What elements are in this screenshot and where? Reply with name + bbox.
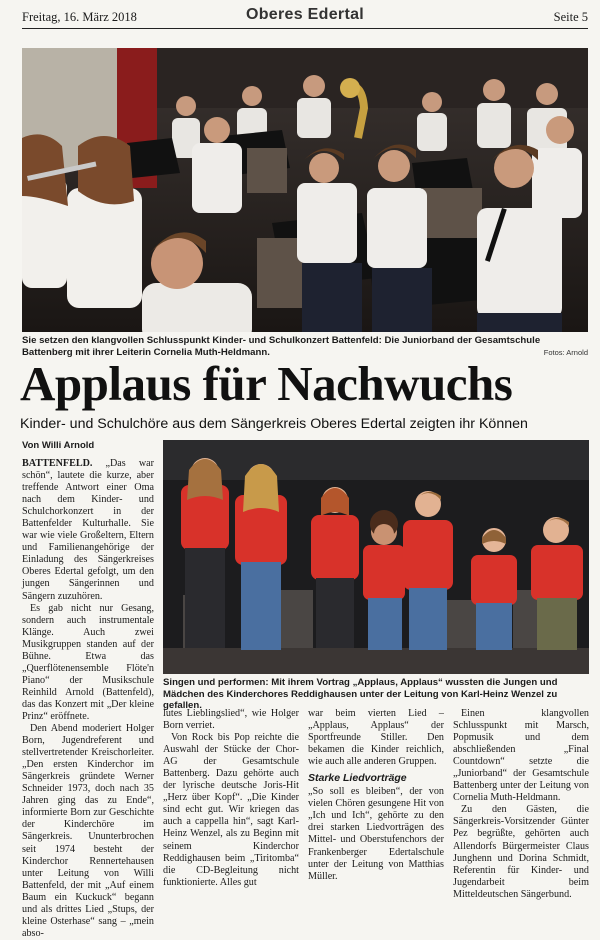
- article-paragraph: „So soll es bleiben“, der von vielen Chören gesungene Hit von „Ich und Ich“, gehörte zu den drei starken Liedvorträgen des Mittel- und Oberstufenchors der Frankenberger Edertalschule unter der Leitung von Matthias Müller.: [308, 786, 444, 882]
- article-subheading: Starke Liedvorträge: [308, 772, 407, 785]
- article-column-1: [22, 458, 154, 940]
- article-paragraph: lutes Lieblingslied“, wie Holger Born verriet.: [163, 708, 299, 732]
- choir-photo: [163, 440, 589, 674]
- article-paragraph: Einen klangvollen Schlusspunkt mit Marsch, Popmusik und dem abschließenden „Final Countdown“ setzte die „Juniorband“ der Gesamtschule Battenberg unter der Leitung von Cornelia Muth-Heldmann.: [453, 708, 589, 804]
- band-photo-caption: Sie setzen den klangvollen Schlusspunkt Kinder- und Schulkonzert Battenfeld: Die Juniorband der Gesamtschule Battenberg mit ihrer Leiterin Cornelia Muth-Heldmann.: [22, 335, 541, 358]
- article-column-2: [163, 708, 299, 889]
- article-byline: Von Willi Arnold: [22, 440, 95, 451]
- choir-photo-caption: Singen und performen: Mit ihrem Vortrag „Applaus, Applaus“ wussten die Jungen und Mädchen des Kinderchores Reddighausen unter der Leitung von Karl-Heinz Wenzel zu gefallen.: [163, 677, 558, 711]
- article-paragraph: BATTENFELD. „Das war schön“, lautete die kurze, aber treffende Antwort einer Oma nach dem Kinder- und Schulchorkonzert in der Battenfelder Kulturhalle. Sie war wie viele Großeltern, Eltern und Familienangehörige der Einladung des Sängerkreises Oberes Edertal gefolgt, um den jungen Sängerinnen und Sängern zuzuhören.: [22, 458, 154, 602]
- page-header: [22, 6, 588, 29]
- dateline: BATTENFELD.: [22, 458, 93, 469]
- article-paragraph: Es gab nicht nur Gesang, sondern auch instrumentale Klänge. Auch zwei Musikgruppen standen auf der Bühne. Etwa das „Querflötenensemble Flöte'n Piano“ der Musikschule Reinhild Arnold (Battenfeld), das das Konzert mit „Der kleine Prinz“ eröffnete.: [22, 602, 154, 722]
- article-headline: Applaus für Nachwuchs: [20, 356, 513, 411]
- section-title: Oberes Edertal: [245, 6, 365, 23]
- article-paragraph: Den Abend moderiert Holger Born, Jugendreferent und stellvertretender Kreischorleiter. „Den ersten Kinderchor im Sängerkreis gründete Werner Schneider 1973, doch nach 35 Jahren ging das zu Ende“, informierte Born zur Geschichte der Kinderchöre im Sängerkreis. Ununterbrochen seit 1974 besteht der Kinderchor Rennertehausen unter Leitung von Willi Battenfeld, der mit „Auf einem Baum ein Kuckuck“ begann und als drittes Lied „Stups, der kleine Osterhase“ sang – „mein abso-: [22, 723, 154, 939]
- article-column-4: [453, 708, 589, 901]
- page-number: Seite 5: [553, 10, 588, 24]
- issue-date: Freitag, 16. März 2018: [22, 10, 137, 24]
- article-paragraph: war beim vierten Lied – „Applaus, Applaus“ der Sportfreunde Stiller. Den bekamen die Kinder reichlich, wie auch alle anderen Gruppen.: [308, 708, 444, 768]
- article-subheadline: Kinder- und Schulchöre aus dem Sängerkreis Oberes Edertal zeigten ihr Können: [20, 416, 528, 432]
- choir-photo-illustration: [163, 440, 589, 674]
- photo-credit: Fotos: Arnold: [543, 348, 588, 357]
- band-photo-illustration: [22, 48, 588, 332]
- article-column-3: [308, 708, 444, 883]
- article-paragraph: Von Rock bis Pop reichte die Auswahl der Stücke der Chor-AG der Gesamtschule Battenberg. Dazu gehörte auch der lyrische deutsche Joris-Hit „Herz über Kopf“. „Die Kinder sind echt gut. Wir kriegen das auch a cappella hin“, sagt Karl-Heinz Wenzel, als zu Beginn mit seinem Kinderchor Reddighausen beim „Tiritomba“ die CD-Begleitung nicht funktionierte. Alles gut: [163, 732, 299, 888]
- article-paragraph: Zu den Gästen, die Sängerkreis-Vorsitzender Günter Pez begrüßte, gehörten auch Allendorfs Bürgermeister Claus Junghenn und Dorina Schmidt, Referentin für Kinder- und Jugendarbeit beim Mitteldeutschen Sängerbund.: [453, 804, 589, 900]
- band-photo: [22, 48, 588, 332]
